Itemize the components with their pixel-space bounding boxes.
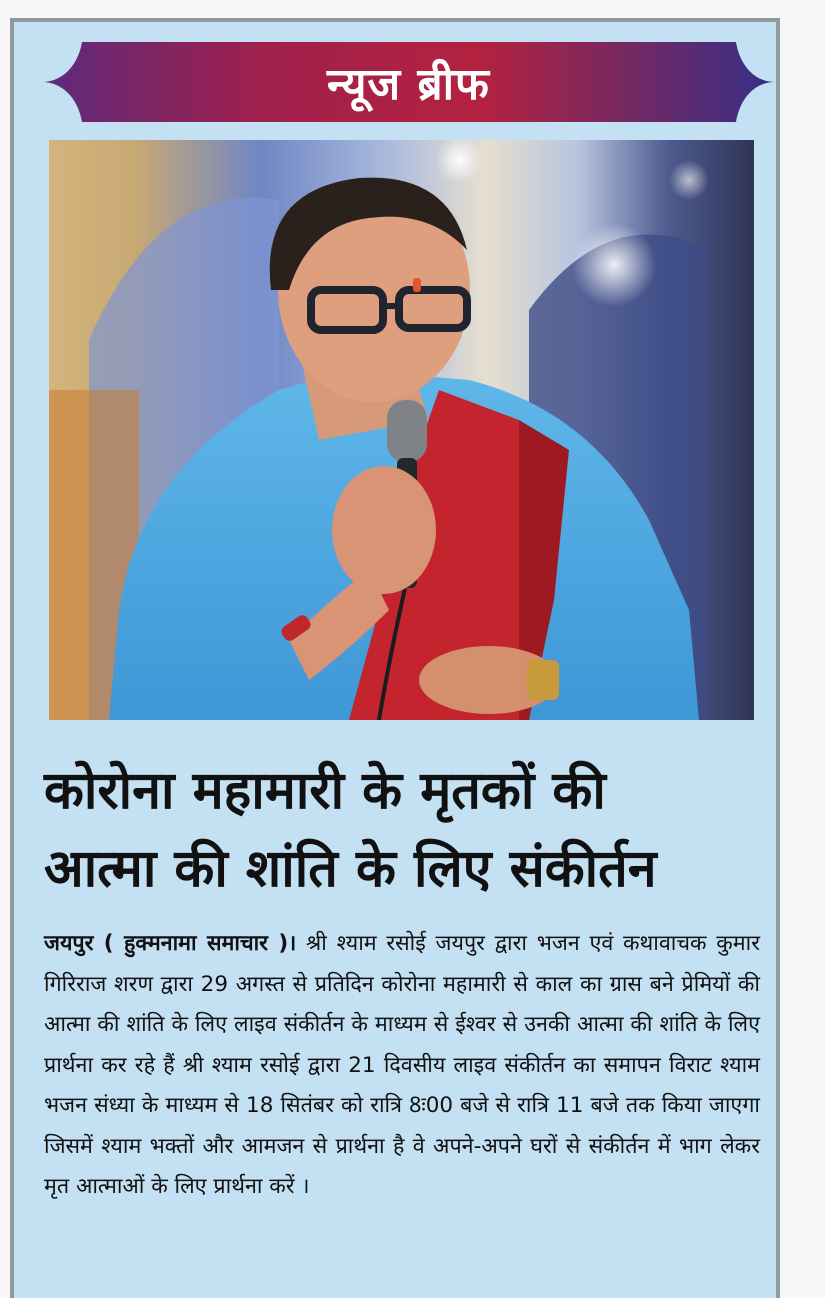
article-body	[44, 924, 760, 1208]
article-headline	[44, 752, 784, 908]
headline-line-1: कोरोना महामारी के मृतकों की	[44, 761, 606, 821]
article-dateline: जयपुर ( हुक्मनामा समाचार )।	[44, 931, 297, 956]
section-banner	[42, 36, 775, 128]
banner-title: न्यूज ब्रीफ	[327, 59, 490, 110]
article-photo	[49, 140, 754, 720]
headline-line-2: आत्मा की शांति के लिए संकीर्तन	[44, 839, 657, 899]
article-body-text: श्री श्याम रसोई जयपुर द्वारा भजन एवं कथावाचक कुमार गिरिराज शरण द्वारा 29 अगस्त से प्रतिदिन कोरोना महामारी से काल का ग्रास बने प्रेमियों की आत्मा की शांति के लिए लाइव संकीर्तन के माध्यम से ईश्वर से उनकी आत्मा की शांति के लिए प्रार्थना कर रहे हैं श्री श्याम रसोई द्वारा 21 दिवसीय लाइव संकीर्तन का समापन विराट श्याम भजन संध्या के माध्यम से 18 सितंबर को रात्रि 8ः00 बजे से रात्रि 11 बजे तक किया जाएगा जिसमें श्याम भक्तों और आमजन से प्रार्थना है वे अपने-अपने घरों से संकीर्तन में भाग लेकर मृत आत्माओं के लिए प्रार्थना करें ।	[44, 931, 760, 1199]
speaker-illustration	[49, 140, 754, 720]
